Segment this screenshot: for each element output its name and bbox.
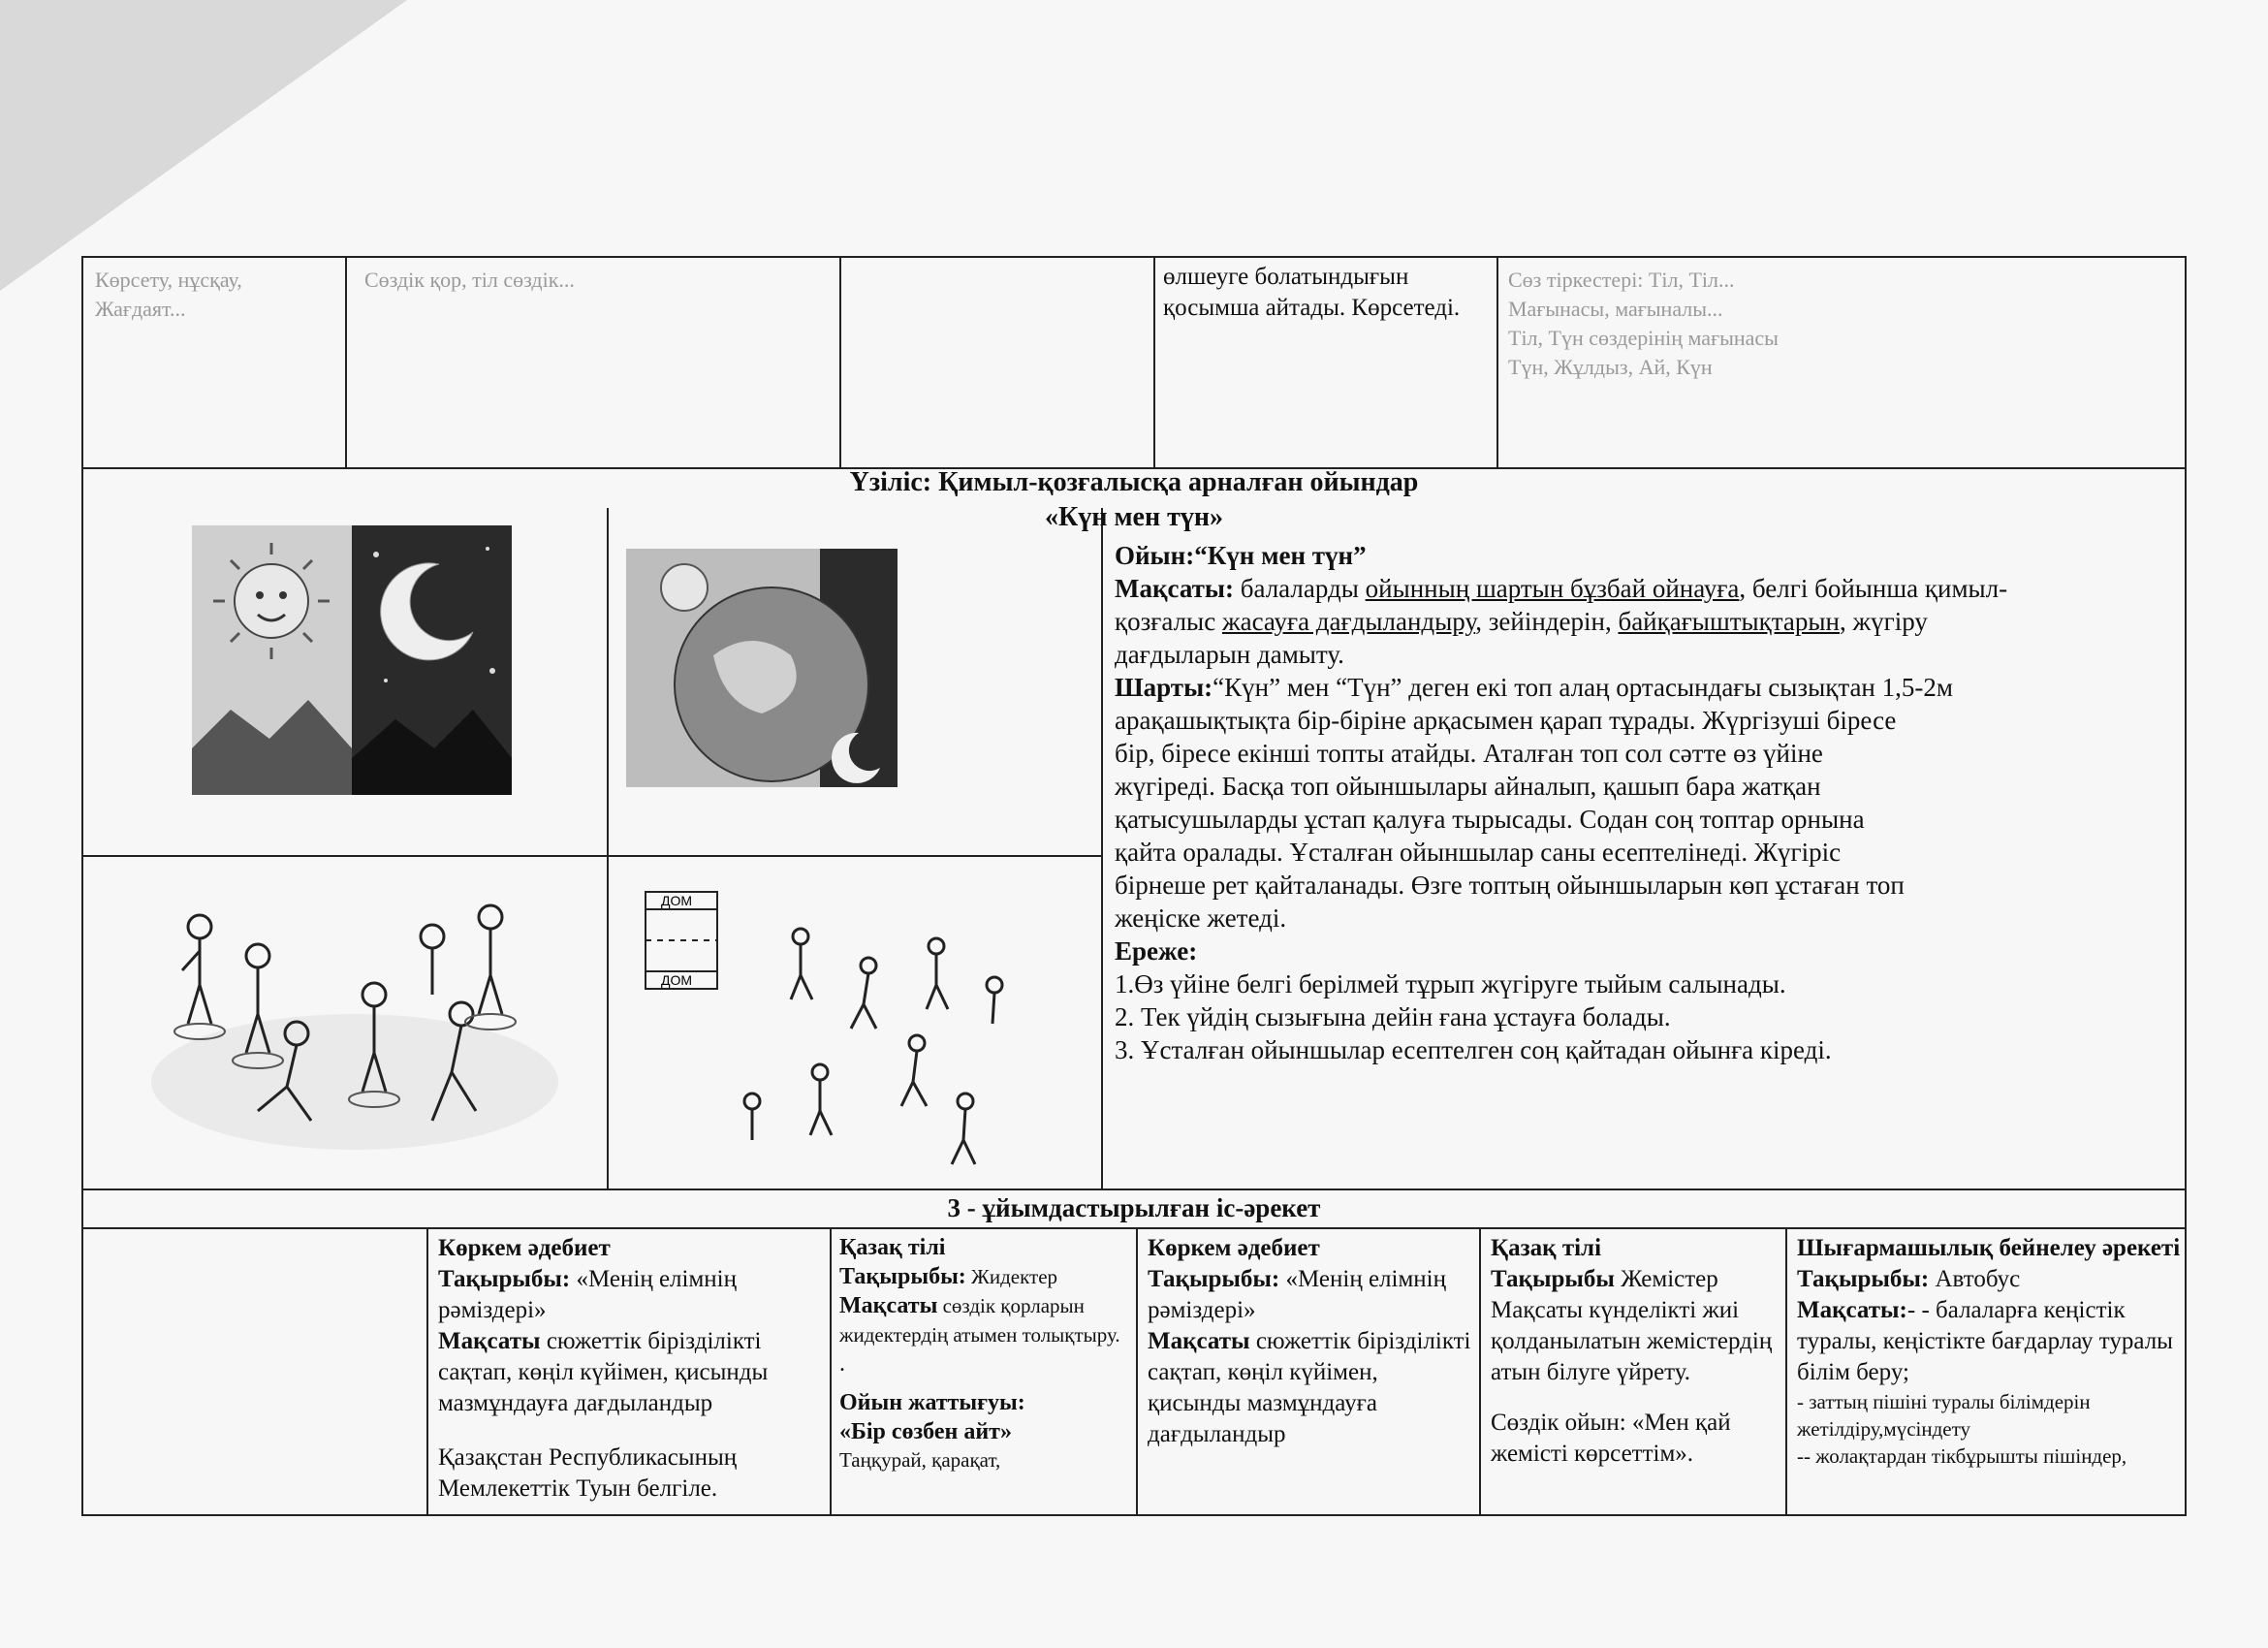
activity-4 (1491, 1233, 1781, 1470)
activity-goal: Мақсаты күнделікті жиі қолданылатын жемістердің атын білуге үйрету. (1491, 1297, 1773, 1385)
activity-1 (438, 1233, 826, 1505)
top-cell-5-line: Сөз тіркестері: Тіл, Тіл... (1508, 268, 1735, 292)
top-cell-1-text: Көрсету, нұсқау, Жағдаят... (95, 268, 242, 321)
organized-activity-title (83, 1190, 2185, 1225)
regulation-item: 3. Ұсталған ойыншылар есептелген соң қайтадан ойынға кіреді. (1115, 1035, 1832, 1064)
regulation-item: 2. Тек үйдің сызығына дейін ғана ұстауға болады. (1115, 1002, 1671, 1031)
game-field-diagram (626, 878, 1091, 1179)
top-cell-2-text: Сөздік қор, тіл сөздік... (364, 268, 575, 292)
game-name-label: Ойын: (1115, 541, 1195, 570)
col-divider (1101, 508, 1103, 1188)
regulations-label: Ереже: (1115, 936, 1198, 966)
col-divider (607, 508, 609, 1188)
game-name-line (1115, 539, 2181, 572)
top-cell-5-line: Түн, Жұлдыз, Ай, Күн (1508, 355, 1713, 379)
game-description (1115, 539, 2181, 1066)
activity-2 (839, 1233, 1120, 1474)
goal-text: , жүгіру (1840, 607, 1928, 636)
activity-goal-extra: -- жолақтардан тікбұрышты пішіндер, (1797, 1444, 2127, 1468)
plan-table (81, 256, 2187, 1516)
activity-subject: Қазақ тілі (839, 1235, 946, 1260)
activity-goal-extra: - заттың пішіні туралы білімдерін жетілдіру,мүсіндету (1797, 1390, 2091, 1441)
activity-subject: Қазақ тілі (1491, 1235, 1602, 1261)
rules-line-1 (1115, 671, 2181, 704)
activity-exercise-name: «Бір сөзбен айт» (839, 1419, 1012, 1444)
activity-topic: Жидектер (965, 1265, 1058, 1288)
activity-note: Мемлекеттік Туын белгіле. (438, 1475, 718, 1502)
goal-text: , зейіндерін, (1475, 607, 1619, 636)
top-cell-5-line: Тіл, Түн сөздерінің мағынасы (1508, 326, 1779, 350)
goal-text-underlined: ойынның шартын бұзбай ойнауға (1365, 574, 1740, 603)
rules-line: арақашықтықта бір-біріне арқасымен қарап тұрады. Жүргізуші біресе (1115, 706, 1897, 735)
house-top-label: ДОМ (661, 893, 693, 908)
col-divider (1479, 1227, 1481, 1514)
activity-dot: . (839, 1351, 845, 1377)
goal-text-underlined: байқағыштықтарын (1618, 607, 1840, 636)
goal-text: , белгі бойынша қимыл- (1739, 574, 2008, 603)
activity-note: Қазақстан Республикасының (438, 1444, 738, 1471)
rules-line: жүгіреді. Басқа топ ойыншылары айналып, қашып бара жатқан (1115, 772, 1821, 801)
rules-text: “Күн” мен “Түн” деген екі топ алаң ортасындағы сызықтан 1,5-2м (1213, 673, 1953, 702)
rules-line: бір, біресе екінші топты атайды. Аталған топ сол сәтте өз үйіне (1115, 739, 1823, 768)
activity-subject: Көркем әдебиет (1148, 1235, 1320, 1261)
activity-topic: Автобус (1929, 1266, 2021, 1292)
activity-vocab-game: Сөздік ойын: «Мен қай жемісті көрсеттім». (1491, 1410, 1731, 1467)
folded-corner (0, 0, 407, 291)
top-cell-4-line: қосымша айтады. Көрсетеді. (1163, 295, 1461, 321)
goal-line-3: дағдыларын дамыту. (1115, 640, 1344, 669)
top-cell-4-line: өлшеуге болатындығын (1163, 264, 1409, 290)
activity-exercise-label: Ойын жаттығуы: (839, 1390, 1025, 1415)
rules-line: қайта оралады. Ұсталған ойыншылар саны есептелінеді. Жүгіріс (1115, 838, 1842, 867)
col-divider (426, 1227, 428, 1514)
goal-line-2 (1115, 605, 2181, 638)
activity-topic-label: Тақырыбы (1491, 1266, 1615, 1292)
activity-5 (1797, 1233, 2181, 1470)
col-divider (345, 258, 347, 467)
sun-moon-illustration (192, 525, 512, 795)
col-divider (830, 1227, 832, 1514)
activity-goal-label: Мақсаты (1148, 1328, 1250, 1354)
organized-activity-title-text: 3 - ұйымдастырылған іс-әрекет (947, 1193, 1321, 1222)
activity-goal-label: Мақсаты: (1797, 1297, 1907, 1323)
top-cell-2 (364, 266, 830, 295)
goal-text-underlined: жасауға дағдыландыру (1221, 607, 1476, 636)
regulation-item: 1.Өз үйіне белгі берілмей тұрып жүгіруге тыйым салынады. (1115, 969, 1786, 998)
activity-topic-label: Тақырыбы: (1797, 1266, 1930, 1292)
col-divider (1153, 258, 1155, 467)
activity-exercise-words: Таңқурай, қарақат, (839, 1448, 1001, 1472)
activity-3 (1148, 1233, 1473, 1450)
activity-topic: Жемістер (1614, 1266, 1718, 1292)
top-cell-1 (95, 266, 337, 324)
activity-topic: «Менің елімнің рәміздері» (438, 1266, 737, 1323)
top-cell-5 (1508, 266, 2177, 382)
game-name-value: “Күн мен түн” (1194, 541, 1367, 570)
activity-subject: Көркем әдебиет (438, 1235, 611, 1261)
col-divider (839, 258, 841, 467)
activity-goal: - - балаларға кеңістік туралы, кеңістікте бағдарлау туралы білім беру; (1797, 1297, 2173, 1385)
activity-topic: «Менің елімнің рәміздері» (1148, 1266, 1446, 1323)
globe-illustration (626, 549, 898, 787)
sun-icon (661, 564, 708, 611)
top-cell-5-line: Мағынасы, мағыналы... (1508, 297, 1723, 321)
activity-goal: сюжеттік бірізділікті сақтап, көңіл күйімен, қисынды мазмұндауға дағдыландыр (1148, 1328, 1471, 1447)
rules-line: қатысушыларды ұстап қалуға тырысады. Содан соң топтар орнына (1115, 805, 1865, 834)
rules-label: Шарты: (1115, 673, 1213, 702)
goal-text: қозғалыс (1115, 607, 1222, 636)
activity-topic-label: Тақырыбы: (1148, 1266, 1280, 1292)
activity-goal-label: Мақсаты (839, 1293, 938, 1318)
activity-topic-label: Тақырыбы: (438, 1266, 571, 1292)
activity-subject: Шығармашылық бейнелеу әрекеті (1797, 1235, 2181, 1261)
image-divider (83, 855, 1101, 857)
rules-line: жеңіске жетеді. (1115, 903, 1287, 933)
col-divider (1785, 1227, 1787, 1514)
col-divider (1136, 1227, 1138, 1514)
children-playing-illustration (142, 888, 568, 1169)
row-divider (83, 1227, 2185, 1229)
break-title-line2: «Күн мен түн» (1045, 502, 1223, 532)
activity-goal-label: Мақсаты (438, 1328, 541, 1354)
activity-goal: сөздік қорларын жидектердің атымен толықтыру. (839, 1294, 1120, 1347)
house-bottom-label: ДОМ (661, 972, 693, 988)
goal-text: балаларды (1240, 574, 1366, 603)
goal-line-1 (1115, 572, 2181, 605)
col-divider (1496, 258, 1498, 467)
top-cell-4 (1163, 262, 1493, 324)
activity-goal: сюжеттік бірізділікті сақтап, көңіл күйімен, қисынды мазмұндауға дағдыландыр (438, 1328, 769, 1416)
activity-topic-label: Тақырыбы: (839, 1264, 966, 1289)
goal-label: Мақсаты: (1115, 574, 1234, 603)
break-title-line1: Үзіліс: Қимыл-қозғалысқа арналған ойындар (849, 467, 1419, 497)
rules-line: бірнеше рет қайталанады. Өзге топтың ойыншыларын көп ұстаған топ (1115, 871, 1905, 900)
